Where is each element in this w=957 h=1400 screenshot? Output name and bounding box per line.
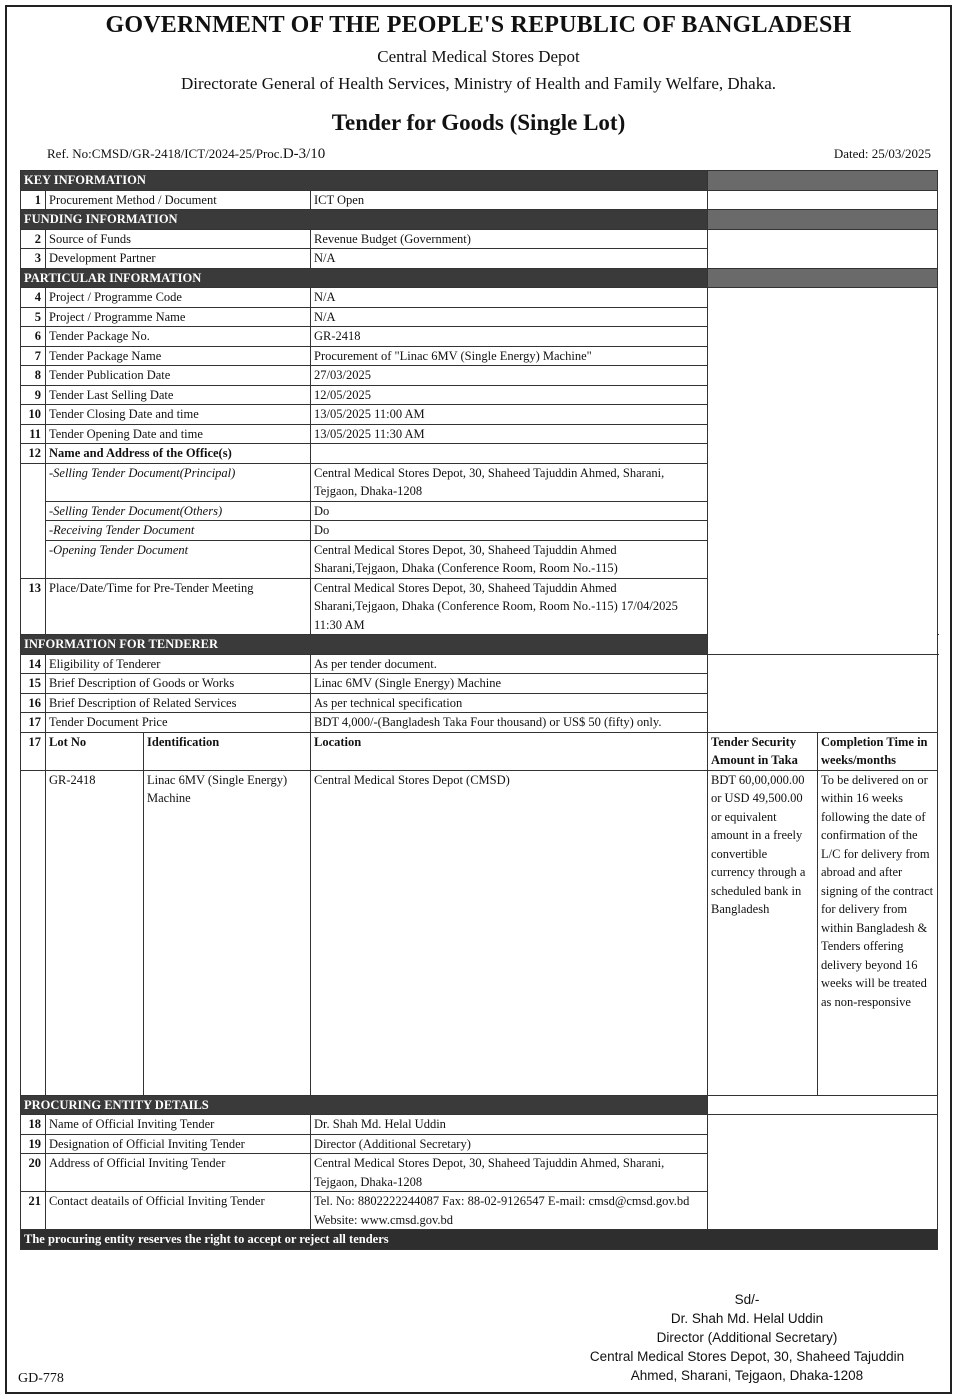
section-procuring-entity-details: PROCURING ENTITY DETAILS [21, 1095, 938, 1115]
table-row: 19 Designation of Official Inviting Tender Director (Additional Secretary) [21, 1134, 938, 1154]
signatory-address-line-1: Central Medical Stores Depot, 30, Shaheed Tajuddin [589, 1349, 905, 1364]
table-row: 6 Tender Package No. GR-2418 [21, 327, 938, 347]
table-row: 9 Tender Last Selling Date 12/05/2025 [21, 385, 938, 405]
table-row: 14 Eligibility of Tenderer As per tender document. [21, 654, 938, 674]
lot-data-row: GR-2418 Linac 6MV (Single Energy) Machine Central Medical Stores Depot (CMSD) BDT 60,00,000.00 or USD 49,500.00 or equivalent amount in a freely convertible currency through a scheduled bank in Bangladesh To be delivered on or within 16 weeks following the date of confirmation of the L/C for delivery from abroad and after signing of the contract for delivery from within Bangladesh & Tenders offering delivery beyond 16 weeks will be treated as non-responsive [21, 770, 938, 1095]
table-row: 1 Procurement Method / Document ICT Open [21, 190, 938, 210]
signatory-address-line-2: Ahmed, Sharani, Tejgaon, Dhaka-1208 [630, 1368, 864, 1383]
reference-number: Ref. No:CMSD/GR-2418/ICT/2024-25/Proc.D-3/10 [47, 146, 326, 162]
document-code: GD-778 [18, 1371, 64, 1386]
table-row: -Selling Tender Document(Others) Do [21, 501, 938, 521]
table-row: 13 Place/Date/Time for Pre-Tender Meeting Central Medical Stores Depot, 30, Shaheed Tajuddin Ahmed Sharani,Tejgaon, Dhaka (Conference Room, Room No.-115) 17/04/2025 11:30 AM [21, 578, 938, 635]
table-row: 16 Brief Description of Related Services As per technical specification [21, 693, 938, 713]
section-funding-information: FUNDING INFORMATION [21, 210, 938, 230]
table-row: 12 Name and Address of the Office(s) [21, 444, 938, 464]
table-row: 10 Tender Closing Date and time 13/05/2025 11:00 AM [21, 405, 938, 425]
table-row: -Selling Tender Document(Principal) Central Medical Stores Depot, 30, Shaheed Tajuddin Ahmed, Sharani, Tejgaon, Dhaka-1208 [21, 463, 938, 501]
signature-block [557, 1290, 937, 1385]
lot-header-row: 17 Lot No Identification Location Tender Security Amount in Taka Completion Time in weeks/months [21, 732, 938, 770]
handwritten-ref: D-3/10 [282, 146, 326, 162]
signature-sd: Sd/- [734, 1292, 760, 1307]
reservation-note: The procuring entity reserves the right to accept or reject all tenders [21, 1230, 938, 1250]
table-row: 2 Source of Funds Revenue Budget (Government) [21, 229, 938, 249]
table-row: 21 Contact deatails of Official Inviting Tender Tel. No: 8802222244087 Fax: 88-02-9126547 E-mail: cmsd@cmsd.gov.bd Website: www.cmsd.gov.bd [21, 1192, 938, 1230]
dated: Dated: 25/03/2025 [833, 146, 931, 161]
depot-name: Central Medical Stores Depot [377, 47, 580, 66]
section-key-information: KEY INFORMATION [21, 171, 938, 191]
directorate-line: Directorate General of Health Services, Ministry of Health and Family Welfare, Dhaka. [181, 74, 776, 93]
table-row: 20 Address of Official Inviting Tender Central Medical Stores Depot, 30, Shaheed Tajuddin Ahmed, Sharani, Tejgaon, Dhaka-1208 [21, 1154, 938, 1192]
table-row: 15 Brief Description of Goods or Works Linac 6MV (Single Energy) Machine [21, 674, 938, 694]
table-row: 5 Project / Programme Name N/A [21, 307, 938, 327]
section-information-for-tenderer: INFORMATION FOR TENDERER [21, 635, 938, 655]
table-row: 4 Project / Programme Code N/A [21, 288, 938, 308]
table-row: 7 Tender Package Name Procurement of "Linac 6MV (Single Energy) Machine" [21, 346, 938, 366]
signatory-designation: Director (Additional Secretary) [656, 1330, 838, 1345]
table-row: -Opening Tender Document Central Medical Stores Depot, 30, Shaheed Tajuddin Ahmed Sharani,Tejgaon, Dhaka (Conference Room, Room No.-115) [21, 540, 938, 578]
table-row: 3 Development Partner N/A [21, 249, 938, 269]
table-row: 17 Tender Document Price BDT 4,000/-(Bangladesh Taka Four thousand) or US$ 50 (fifty) only. [21, 713, 938, 733]
page-title: Tender for Goods (Single Lot) [331, 110, 626, 135]
table-row: -Receiving Tender Document Do [21, 521, 938, 541]
table-row: 8 Tender Publication Date 27/03/2025 [21, 366, 938, 386]
signatory-name: Dr. Shah Md. Helal Uddin [670, 1311, 824, 1326]
table-row: 18 Name of Official Inviting Tender Dr. Shah Md. Helal Uddin [21, 1115, 938, 1135]
table-row: 11 Tender Opening Date and time 13/05/2025 11:30 AM [21, 424, 938, 444]
tender-table [20, 170, 938, 1250]
government-heading: GOVERNMENT OF THE PEOPLE'S REPUBLIC OF BANGLADESH [105, 12, 852, 38]
section-particular-information: PARTICULAR INFORMATION [21, 268, 938, 288]
